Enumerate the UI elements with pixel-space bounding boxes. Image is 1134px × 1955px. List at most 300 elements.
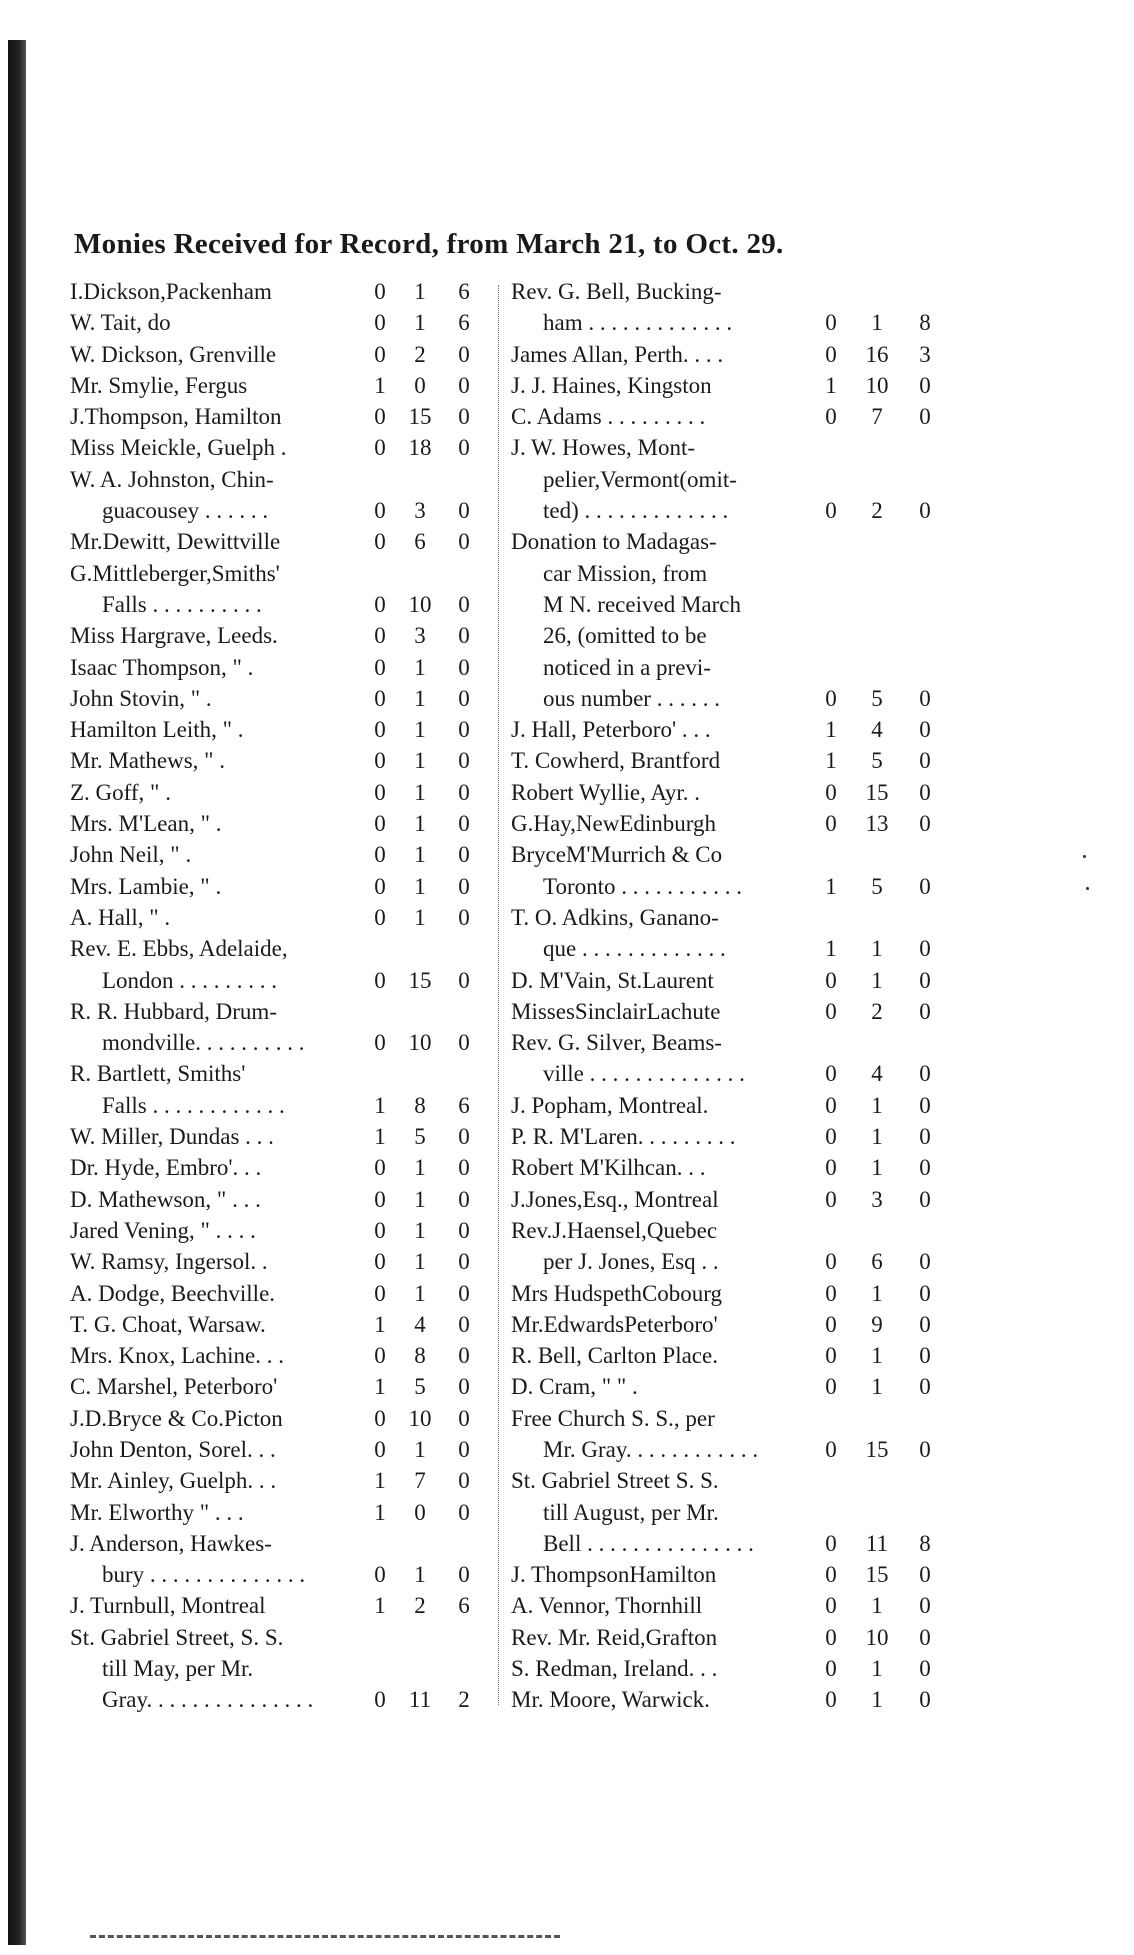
amount-pounds: 0 — [374, 1155, 386, 1181]
page-title: Monies Received for Record, from March 21, to Oct. 29. — [74, 228, 784, 260]
amount-pounds: 0 — [374, 1343, 386, 1369]
amount-pence: 0 — [458, 1124, 470, 1150]
amount-shillings: 1 — [414, 685, 426, 711]
amount-shillings: 1 — [871, 1687, 883, 1713]
amount-shillings: 10 — [408, 591, 432, 617]
ledger-entry-name: John Stovin, " . — [70, 685, 212, 711]
amount-shillings: 1 — [871, 1124, 883, 1150]
bottom-rule — [90, 1935, 560, 1942]
amount-pence: 0 — [458, 1374, 470, 1400]
ledger-row — [511, 1403, 951, 1434]
ledger-row — [511, 370, 951, 401]
ledger-entry-name: T. G. Choat, Warsaw. — [70, 1311, 266, 1337]
amount-shillings: 3 — [414, 623, 426, 649]
ledger-row — [70, 1090, 486, 1121]
amount-pence: 6 — [458, 1092, 470, 1118]
ledger-row — [70, 558, 486, 589]
amount-pence: 0 — [919, 1343, 931, 1369]
ledger-entry-name: Mrs HudspethCobourg — [511, 1280, 723, 1306]
amount-pounds: 1 — [374, 1092, 386, 1118]
amount-shillings: 11 — [865, 1530, 889, 1556]
amount-pence: 0 — [458, 685, 470, 711]
ledger-row — [511, 1653, 951, 1684]
amount-pounds: 0 — [374, 779, 386, 805]
ledger-row — [70, 933, 486, 964]
ledger-entry-name: ted) . . . . . . . . . . . . . — [543, 498, 729, 524]
amount-pounds: 0 — [825, 685, 837, 711]
amount-shillings: 18 — [408, 435, 432, 461]
column-divider — [498, 285, 500, 1705]
ledger-row — [70, 1497, 486, 1528]
ledger-entry-name: I.Dickson,Packenham — [70, 279, 272, 304]
amount-pence: 0 — [458, 498, 470, 524]
amount-shillings: 1 — [871, 1092, 883, 1118]
ledger-entry-name: Rev. G. Bell, Bucking- — [511, 279, 722, 304]
ledger-entry-name: per J. Jones, Esq . . — [543, 1249, 719, 1275]
amount-pence: 0 — [919, 1374, 931, 1400]
ledger-entry-name: 26, (omitted to be — [543, 623, 707, 649]
amount-shillings: 1 — [871, 310, 883, 336]
amount-shillings: 1 — [871, 967, 883, 993]
amount-shillings: 1 — [414, 1155, 426, 1181]
amount-shillings: 13 — [865, 811, 889, 837]
amount-pounds: 1 — [825, 936, 837, 962]
amount-pence: 0 — [919, 1249, 931, 1275]
ledger-entry-name: Isaac Thompson, " . — [70, 654, 254, 680]
amount-pence: 0 — [919, 1186, 931, 1212]
amount-pence: 0 — [458, 873, 470, 899]
amount-pence: 0 — [919, 873, 931, 899]
amount-shillings: 11 — [408, 1687, 432, 1713]
amount-shillings: 5 — [414, 1124, 426, 1150]
amount-pence: 0 — [458, 1436, 470, 1462]
amount-pence: 0 — [919, 1624, 931, 1650]
amount-pounds: 0 — [825, 811, 837, 837]
amount-pounds: 0 — [825, 1124, 837, 1150]
amount-shillings: 1 — [414, 279, 426, 304]
ledger-row — [70, 1184, 486, 1215]
amount-pence: 0 — [919, 404, 931, 430]
amount-pence: 6 — [458, 310, 470, 336]
ledger-entry-name: Mr. Smylie, Fergus — [70, 372, 248, 398]
amount-pounds: 0 — [825, 1593, 837, 1619]
ledger-entry-name: A. Vennor, Thornhill — [511, 1593, 703, 1619]
ledger-row — [511, 933, 951, 964]
amount-shillings: 1 — [871, 1593, 883, 1619]
ledger-entry-name: Dr. Hyde, Embro'. . . — [70, 1155, 262, 1181]
amount-shillings: 1 — [871, 1280, 883, 1306]
amount-pounds: 0 — [825, 779, 837, 805]
ledger-row — [70, 1434, 486, 1465]
amount-shillings: 1 — [414, 748, 426, 774]
ledger-row — [70, 777, 486, 808]
ledger-entry-name: J.Thompson, Hamilton — [70, 404, 282, 430]
amount-pounds: 0 — [374, 1030, 386, 1056]
amount-pounds: 0 — [825, 1343, 837, 1369]
ledger-row — [511, 1309, 951, 1340]
ledger-row — [70, 839, 486, 870]
ledger-entry-name: till May, per Mr. — [102, 1656, 254, 1682]
amount-pence: 8 — [919, 310, 931, 336]
amount-shillings: 1 — [871, 1155, 883, 1181]
amount-pounds: 0 — [825, 310, 837, 336]
ledger-entry-name: R. Bell, Carlton Place. — [511, 1343, 718, 1369]
ledger-entry-name: Mrs. M'Lean, " . — [70, 811, 222, 837]
ledger-entry-name: R. R. Hubbard, Drum- — [70, 998, 277, 1024]
ledger-entry-name: D. M'Vain, St.Laurent — [511, 967, 714, 993]
amount-pounds: 0 — [374, 748, 386, 774]
amount-pence: 0 — [919, 1656, 931, 1682]
ledger-entry-name: Rev. G. Silver, Beams- — [511, 1030, 722, 1056]
ledger-row — [70, 652, 486, 683]
ledger-row — [70, 902, 486, 933]
ledger-row — [70, 432, 486, 463]
amount-shillings: 10 — [865, 1624, 889, 1650]
ledger-entry-name: bury . . . . . . . . . . . . . . — [102, 1562, 306, 1588]
ledger-entry-name: Bell . . . . . . . . . . . . . . . — [543, 1530, 754, 1556]
ledger-entry-name: J. Anderson, Hawkes- — [70, 1530, 272, 1556]
ledger-row — [70, 1246, 486, 1277]
ledger-row — [70, 1653, 486, 1684]
ledger-row — [70, 1121, 486, 1152]
amount-shillings: 2 — [414, 1593, 426, 1619]
amount-shillings: 8 — [414, 1343, 426, 1369]
amount-shillings: 5 — [871, 873, 883, 899]
ledger-row — [70, 1027, 486, 1058]
ledger-entry-name: Mr. Ainley, Guelph. . . — [70, 1468, 277, 1494]
right-column — [511, 276, 951, 1716]
ledger-entry-name: ham . . . . . . . . . . . . . — [543, 310, 733, 336]
ledger-row — [511, 808, 951, 839]
speck — [1083, 855, 1086, 858]
amount-pence: 0 — [919, 498, 931, 524]
amount-shillings: 1 — [414, 717, 426, 743]
amount-shillings: 4 — [414, 1311, 426, 1337]
amount-pounds: 0 — [825, 1436, 837, 1462]
amount-pounds: 0 — [374, 529, 386, 555]
amount-pounds: 0 — [374, 1249, 386, 1275]
ledger-entry-name: J. Hall, Peterboro' . . . — [511, 717, 711, 743]
amount-shillings: 2 — [871, 998, 883, 1024]
ledger-row — [70, 1152, 486, 1183]
ledger-entry-name: James Allan, Perth. . . . — [511, 341, 724, 367]
ledger-row — [70, 1622, 486, 1653]
ledger-row — [511, 839, 951, 870]
amount-shillings: 1 — [414, 310, 426, 336]
amount-pounds: 0 — [374, 404, 386, 430]
ledger-row — [70, 683, 486, 714]
ledger-entry-name: P. R. M'Laren. . . . . . . . . — [511, 1124, 736, 1150]
ledger-entry-name: Rev. E. Ebbs, Adelaide, — [70, 936, 288, 962]
speck — [1086, 887, 1089, 890]
ledger-entry-name: St. Gabriel Street, S. S. — [70, 1624, 284, 1650]
ledger-row — [70, 339, 486, 370]
ledger-entry-name: pelier,Vermont(omit- — [543, 466, 737, 492]
amount-pounds: 0 — [374, 1687, 386, 1713]
amount-pounds: 1 — [374, 1468, 386, 1494]
ledger-row — [511, 401, 951, 432]
amount-pounds: 0 — [374, 1562, 386, 1588]
ledger-row — [511, 276, 951, 307]
amount-shillings: 1 — [414, 811, 426, 837]
amount-pence: 0 — [919, 1593, 931, 1619]
ledger-row — [70, 589, 486, 620]
left-column — [70, 276, 486, 1716]
amount-shillings: 15 — [865, 1562, 889, 1588]
amount-pounds: 0 — [825, 967, 837, 993]
ledger-entry-name: Toronto . . . . . . . . . . . — [543, 873, 742, 899]
ledger-entry-name: Mr.EdwardsPeterboro' — [511, 1311, 718, 1337]
amount-pence: 0 — [458, 1186, 470, 1212]
ledger-entry-name: John Denton, Sorel. . . — [70, 1436, 276, 1462]
page-margin-rule — [8, 40, 26, 1945]
amount-pounds: 0 — [825, 1280, 837, 1306]
amount-pounds: 0 — [374, 842, 386, 868]
ledger-row — [70, 1559, 486, 1590]
amount-pence: 0 — [458, 1030, 470, 1056]
ledger-row — [70, 1371, 486, 1402]
amount-pounds: 0 — [374, 341, 386, 367]
ledger-row — [511, 432, 951, 463]
amount-pence: 0 — [919, 811, 931, 837]
ledger-entry-name: G.Hay,NewEdinburgh — [511, 811, 717, 837]
amount-shillings: 0 — [414, 372, 426, 398]
ledger-entry-name: W. A. Johnston, Chin- — [70, 466, 274, 492]
ledger-entry-name: St. Gabriel Street S. S. — [511, 1468, 719, 1494]
amount-pounds: 0 — [374, 1280, 386, 1306]
amount-shillings: 16 — [865, 341, 889, 367]
ledger-row — [70, 1590, 486, 1621]
amount-pence: 0 — [458, 1249, 470, 1275]
ledger-row — [70, 745, 486, 776]
ledger-row — [70, 464, 486, 495]
ledger-row — [70, 401, 486, 432]
amount-pounds: 1 — [825, 372, 837, 398]
ledger-entry-name: Mr. Moore, Warwick. — [511, 1687, 710, 1713]
ledger-row — [511, 1371, 951, 1402]
ledger-entry-name: noticed in a previ- — [543, 654, 711, 680]
amount-pounds: 0 — [374, 279, 386, 304]
ledger-entry-name: Hamilton Leith, " . — [70, 717, 244, 743]
ledger-entry-name: ous number . . . . . . — [543, 685, 720, 711]
ledger-row — [511, 1027, 951, 1058]
ledger-row — [511, 339, 951, 370]
ledger-row — [511, 495, 951, 526]
amount-pence: 0 — [458, 1343, 470, 1369]
amount-shillings: 15 — [865, 779, 889, 805]
ledger-row — [70, 1215, 486, 1246]
amount-shillings: 1 — [871, 1374, 883, 1400]
amount-shillings: 1 — [414, 1186, 426, 1212]
ledger-row — [511, 1152, 951, 1183]
amount-shillings: 10 — [408, 1405, 432, 1431]
ledger-row — [511, 1528, 951, 1559]
ledger-row — [70, 1309, 486, 1340]
ledger-row — [70, 1465, 486, 1496]
ledger-row — [511, 1278, 951, 1309]
amount-pounds: 0 — [825, 1092, 837, 1118]
ledger-row — [70, 1278, 486, 1309]
amount-pence: 0 — [919, 372, 931, 398]
amount-pounds: 1 — [374, 1593, 386, 1619]
amount-pence: 0 — [458, 1217, 470, 1243]
ledger-entry-name: D. Mathewson, " . . . — [70, 1186, 261, 1212]
amount-pence: 0 — [919, 1092, 931, 1118]
amount-pounds: 0 — [374, 310, 386, 336]
amount-pounds: 0 — [374, 904, 386, 930]
amount-shillings: 1 — [871, 936, 883, 962]
ledger-entry-name: A. Hall, " . — [70, 904, 171, 930]
amount-pence: 0 — [458, 591, 470, 617]
ledger-entry-name: Z. Goff, " . — [70, 779, 171, 805]
amount-pounds: 0 — [374, 591, 386, 617]
ledger-entry-name: guacousey . . . . . . — [102, 498, 269, 524]
amount-pence: 0 — [458, 341, 470, 367]
ledger-entry-name: J. Popham, Montreal. — [511, 1092, 709, 1118]
ledger-entry-name: Robert M'Kilhcan. . . — [511, 1155, 706, 1181]
ledger-entry-name: W. Miller, Dundas . . . — [70, 1124, 274, 1150]
ledger-entry-name: Mr. Mathews, " . — [70, 748, 226, 774]
amount-shillings: 5 — [871, 685, 883, 711]
ledger-entry-name: W. Dickson, Grenville — [70, 341, 277, 367]
amount-pence: 0 — [458, 654, 470, 680]
amount-shillings: 5 — [414, 1374, 426, 1400]
ledger-entry-name: car Mission, from — [543, 560, 708, 586]
ledger-row — [70, 620, 486, 651]
amount-shillings: 15 — [865, 1436, 889, 1462]
ledger-entry-name: Gray. . . . . . . . . . . . . . . — [102, 1687, 314, 1713]
ledger-entry-name: J. W. Howes, Mont- — [511, 435, 696, 461]
ledger-entry-name: A. Dodge, Beechville. — [70, 1280, 276, 1306]
amount-shillings: 2 — [871, 498, 883, 524]
ledger-entry-name: Mrs. Lambie, " . — [70, 873, 222, 899]
amount-pounds: 0 — [374, 873, 386, 899]
amount-pence: 6 — [458, 279, 470, 304]
amount-shillings: 15 — [408, 404, 432, 430]
amount-pounds: 0 — [825, 1311, 837, 1337]
ledger-entry-name: till August, per Mr. — [543, 1499, 719, 1525]
amount-pence: 0 — [919, 967, 931, 993]
amount-shillings: 6 — [414, 529, 426, 555]
ledger-row — [511, 1559, 951, 1590]
ledger-entry-name: S. Redman, Ireland. . . — [511, 1656, 718, 1682]
amount-pounds: 0 — [374, 685, 386, 711]
ledger-entry-name: Mr. Elworthy " . . . — [70, 1499, 244, 1525]
amount-pence: 0 — [919, 779, 931, 805]
amount-pounds: 0 — [825, 404, 837, 430]
ledger-row — [511, 589, 951, 620]
ledger-row — [511, 1090, 951, 1121]
amount-pence: 8 — [919, 1530, 931, 1556]
ledger-row — [511, 1497, 951, 1528]
amount-pounds: 0 — [374, 435, 386, 461]
amount-pence: 0 — [458, 842, 470, 868]
amount-pounds: 0 — [825, 341, 837, 367]
amount-pence: 0 — [919, 1311, 931, 1337]
ledger-entry-name: Falls . . . . . . . . . . — [102, 591, 262, 617]
amount-pounds: 0 — [374, 1436, 386, 1462]
amount-pounds: 0 — [374, 498, 386, 524]
amount-shillings: 15 — [408, 967, 432, 993]
amount-shillings: 0 — [414, 1499, 426, 1525]
ledger-row — [511, 1215, 951, 1246]
ledger-row — [70, 808, 486, 839]
amount-pence: 2 — [458, 1687, 470, 1713]
ledger-row — [511, 526, 951, 557]
amount-pence: 0 — [919, 1124, 931, 1150]
ledger-row — [511, 620, 951, 651]
ledger-row — [70, 965, 486, 996]
ledger-row — [70, 1058, 486, 1089]
amount-pence: 0 — [458, 717, 470, 743]
amount-pence: 0 — [458, 904, 470, 930]
amount-shillings: 1 — [414, 1280, 426, 1306]
ledger-entry-name: J. J. Haines, Kingston — [511, 372, 712, 398]
amount-pence: 0 — [919, 1687, 931, 1713]
amount-pence: 0 — [919, 936, 931, 962]
amount-shillings: 1 — [414, 779, 426, 805]
amount-pounds: 0 — [825, 1687, 837, 1713]
ledger-row — [511, 1622, 951, 1653]
amount-shillings: 1 — [414, 873, 426, 899]
ledger-entry-name: J.D.Bryce & Co.Picton — [70, 1405, 283, 1431]
ledger-entry-name: Mr. Gray. . . . . . . . . . . . — [543, 1436, 759, 1462]
ledger-row — [511, 714, 951, 745]
amount-pounds: 0 — [374, 717, 386, 743]
amount-pence: 6 — [458, 1593, 470, 1619]
amount-pounds: 0 — [825, 1374, 837, 1400]
amount-pence: 0 — [458, 1499, 470, 1525]
ledger-row — [70, 370, 486, 401]
ledger-row — [511, 307, 951, 338]
ledger-entry-name: D. Cram, " " . — [511, 1374, 638, 1400]
ledger-row — [70, 1528, 486, 1559]
amount-shillings: 3 — [414, 498, 426, 524]
amount-pence: 0 — [919, 685, 931, 711]
amount-pounds: 0 — [825, 1530, 837, 1556]
amount-pounds: 1 — [825, 873, 837, 899]
ledger-row — [511, 1434, 951, 1465]
ledger-row — [70, 871, 486, 902]
amount-pounds: 0 — [825, 1061, 837, 1087]
ledger-row — [511, 871, 951, 902]
amount-pounds: 0 — [825, 1249, 837, 1275]
ledger-row — [70, 996, 486, 1027]
ledger-entry-name: M N. received March — [543, 591, 741, 617]
amount-shillings: 1 — [414, 904, 426, 930]
amount-pence: 0 — [458, 1562, 470, 1588]
ledger-entry-name: T. Cowherd, Brantford — [511, 748, 721, 774]
ledger-row — [511, 1121, 951, 1152]
ledger-entry-name: John Neil, " . — [70, 842, 192, 868]
amount-pence: 0 — [458, 623, 470, 649]
ledger-entry-name: Miss Hargrave, Leeds. — [70, 623, 278, 649]
amount-pounds: 0 — [374, 654, 386, 680]
amount-shillings: 8 — [414, 1092, 426, 1118]
amount-pence: 0 — [458, 1280, 470, 1306]
amount-pounds: 1 — [374, 1311, 386, 1337]
amount-pence: 0 — [919, 1061, 931, 1087]
ledger-row — [70, 1403, 486, 1434]
amount-shillings: 1 — [414, 1249, 426, 1275]
ledger-row — [70, 1340, 486, 1371]
ledger-entry-name: Robert Wyllie, Ayr. . — [511, 779, 701, 805]
amount-pence: 0 — [458, 1155, 470, 1181]
amount-pence: 0 — [458, 1405, 470, 1431]
amount-shillings: 1 — [871, 1343, 883, 1369]
amount-shillings: 1 — [414, 1562, 426, 1588]
ledger-row — [511, 777, 951, 808]
